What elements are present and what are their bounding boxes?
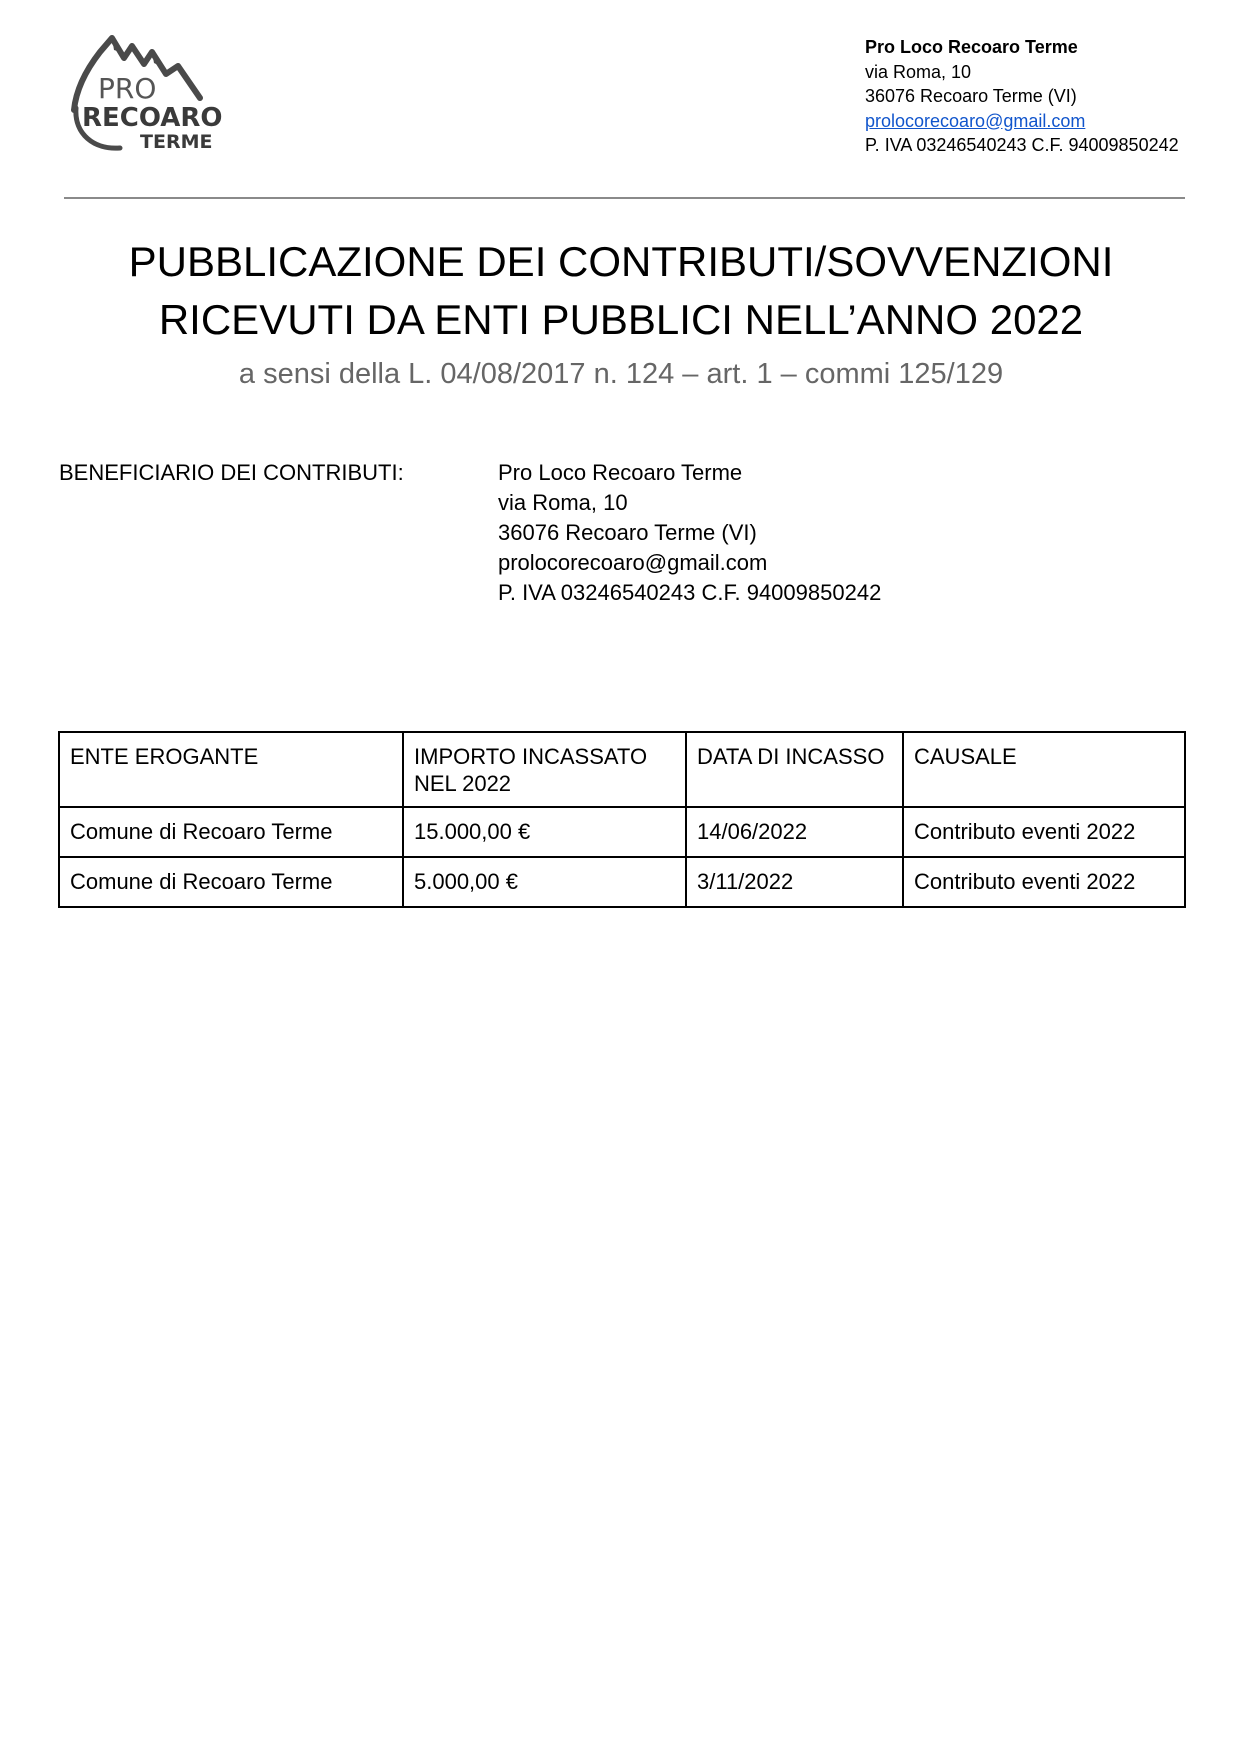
mountain-logo-icon [68, 30, 228, 152]
document-title [0, 233, 1242, 349]
header-contact-block [865, 35, 1179, 158]
beneficiary-email: prolocorecoaro@gmail.com [498, 550, 768, 575]
logo-pro-text: PRO [98, 72, 157, 105]
beneficiary-label: BENEFICIARIO DEI CONTRIBUTI: [59, 460, 404, 485]
table-row [59, 857, 1185, 907]
cell-causale: Contributo eventi 2022 [903, 857, 1185, 907]
header-importo-incassato [403, 732, 686, 807]
table-header-row [59, 732, 1185, 807]
header-divider [64, 197, 1185, 199]
title-line-1: PUBBLICAZIONE DEI CONTRIBUTI/SOVVENZIONI [128, 238, 1114, 285]
table-row [59, 807, 1185, 857]
header-email-link[interactable]: prolocorecoaro@gmail.com [865, 110, 1086, 131]
header-data-incasso: DATA DI INCASSO [686, 732, 903, 807]
logo-recoaro-text: RECOARO [82, 103, 223, 133]
pro-loco-logo [68, 30, 228, 152]
header-ente-erogante: ENTE EROGANTE [59, 732, 403, 807]
header-causale: CAUSALE [903, 732, 1185, 807]
beneficiary-details [498, 458, 881, 608]
header-address: via Roma, 10 [865, 61, 972, 82]
header-tax-ids: P. IVA 03246540243 C.F. 94009850242 [865, 135, 1179, 155]
cell-importo: 15.000,00 € [403, 807, 686, 857]
cell-importo: 5.000,00 € [403, 857, 686, 907]
header-city: 36076 Recoaro Terme (VI) [865, 86, 1077, 106]
title-line-2: RICEVUTI DA ENTI PUBBLICI NELL’ANNO 2022 [158, 296, 1084, 343]
header-importo-line-2: NEL 2022 [414, 771, 512, 796]
header-importo-line-1: IMPORTO INCASSATO [414, 744, 648, 769]
beneficiary-address: via Roma, 10 [498, 490, 628, 515]
contributions-table [58, 731, 1186, 908]
cell-data: 3/11/2022 [686, 857, 903, 907]
cell-data: 14/06/2022 [686, 807, 903, 857]
logo-terme-text: TERME [140, 131, 213, 152]
cell-ente: Comune di Recoaro Terme [59, 857, 403, 907]
document-subtitle: a sensi della L. 04/08/2017 n. 124 – art. 1 – commi 125/129 [238, 358, 1004, 390]
beneficiary-name: Pro Loco Recoaro Terme [498, 460, 743, 485]
cell-causale: Contributo eventi 2022 [903, 807, 1185, 857]
header-org-name: Pro Loco Recoaro Terme [865, 37, 1078, 57]
cell-ente: Comune di Recoaro Terme [59, 807, 403, 857]
beneficiary-city: 36076 Recoaro Terme (VI) [498, 520, 757, 545]
beneficiary-tax-ids: P. IVA 03246540243 C.F. 94009850242 [498, 580, 882, 605]
